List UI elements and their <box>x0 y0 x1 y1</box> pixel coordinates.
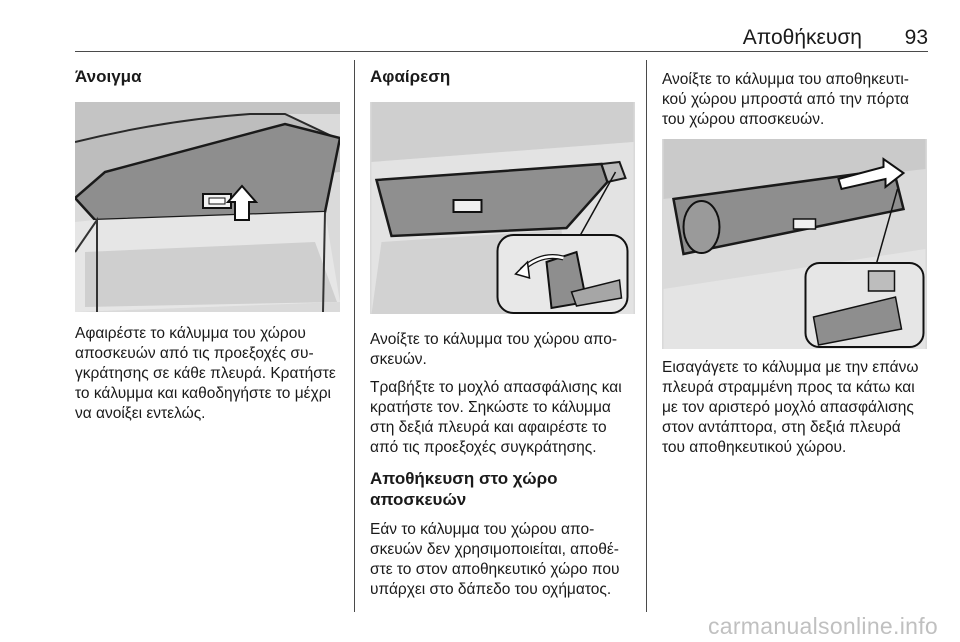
removal-step-2: Τραβήξτε το μοχλό απασφάλισης και κρατήστε τον. Σηκώστε το κάλυμμα στη δεξιά πλευρά και αφαιρέστε το από τις προεξοχές συγκράτησης. <box>370 379 622 456</box>
section-heading-storage: Αποθήκευση στο χώρο αποσκευών <box>370 469 558 509</box>
storage-instructions: Εάν το κάλυμμα του χώρου απο-σκευών δεν χρησιμοποιείται, αποθέ-στε το στον αποθηκευτικό χώρο που υπάρχει στο δάπεδο του οχήματος. <box>370 521 620 598</box>
column-divider-1 <box>354 60 355 612</box>
cargo-cover-removal-illustration <box>370 102 635 314</box>
watermark: carmanualsonline.info <box>707 613 938 639</box>
column-opening <box>75 60 340 424</box>
storage-intro: Ανοίξτε το κάλυμμα του αποθηκευτι-κού χώρου μπροστά από την πόρτα του χώρου αποσκευών. <box>662 71 909 128</box>
section-heading-opening: Άνοιγμα <box>75 67 142 86</box>
column-removal <box>370 60 635 600</box>
page-header-title: Αποθήκευση <box>742 26 862 49</box>
header-divider <box>75 51 928 52</box>
storage-insert-instructions: Εισαγάγετε το κάλυμμα με την επάνω πλευρά στραμμένη προς τα κάτω και με τον αριστερό μοχλό απασφάλισης στον αντάπτορα, στη δεξιά πλευρά του αποθηκευτικού χώρου. <box>662 359 919 456</box>
page-number: 93 <box>904 26 928 49</box>
cargo-cover-unhook-illustration <box>75 102 340 312</box>
section-heading-removal: Αφαίρεση <box>370 67 451 86</box>
column-divider-2 <box>646 60 647 612</box>
opening-instructions: Αφαιρέστε το κάλυμμα του χώρου αποσκευών από τις προεξοχές συ-γκράτησης σε κάθε πλευρά. Κρατήστε το κάλυμμα και καθοδηγήστε το μέχρι να ανοίξει εντελώς. <box>75 325 336 422</box>
removal-step-1: Ανοίξτε το κάλυμμα του χώρου απο-σκευών. <box>370 331 618 368</box>
cargo-cover-storage-illustration <box>662 139 927 349</box>
column-storage <box>662 60 927 458</box>
